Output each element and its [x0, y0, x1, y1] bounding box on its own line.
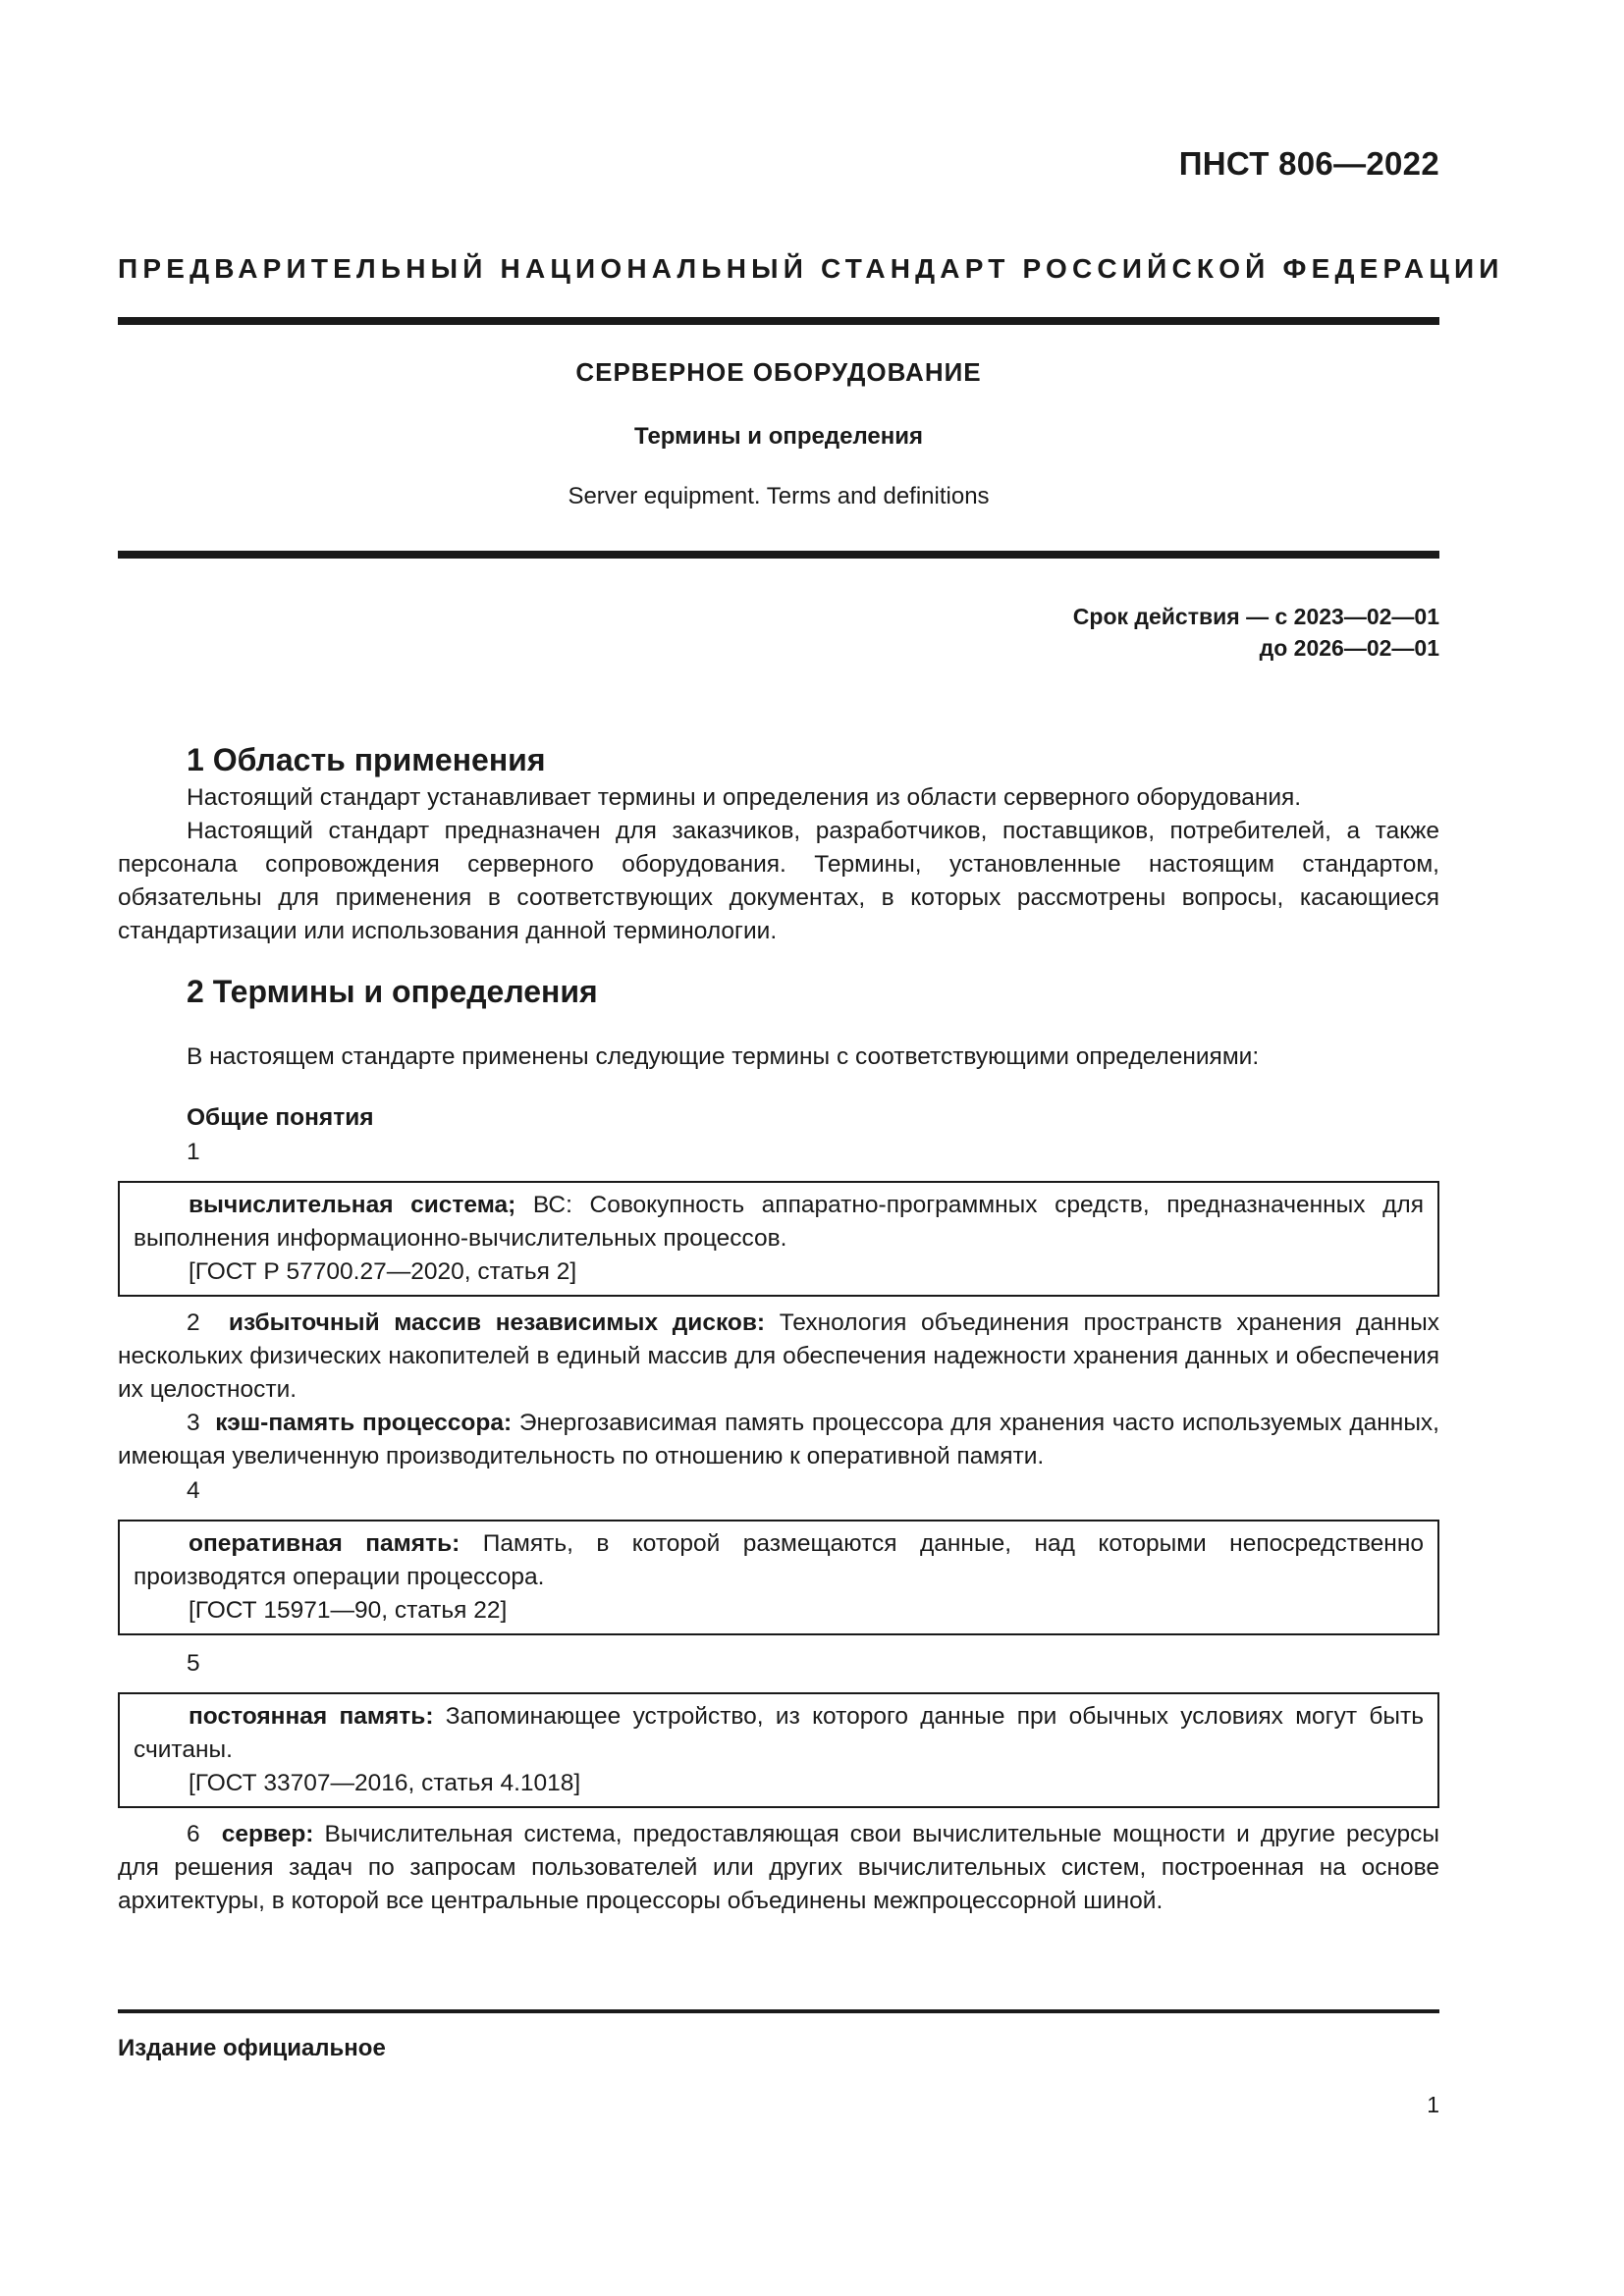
- document-title: СЕРВЕРНОЕ ОБОРУДОВАНИЕ: [575, 357, 982, 387]
- term-3-number: 3: [187, 1410, 200, 1436]
- term-5-number: 5: [187, 1650, 200, 1677]
- section-2-intro: В настоящем стандарте применены следующие термины с соответствующими определениями:: [187, 1043, 1260, 1070]
- term-1-box: [118, 1181, 1439, 1297]
- term-1-definition: [134, 1189, 1424, 1255]
- term-4-name: оперативная память:: [189, 1530, 460, 1557]
- subsection-heading: Общие понятия: [187, 1104, 374, 1131]
- term-6: [118, 1818, 1439, 1918]
- validity-end: до 2026—02—01: [1259, 635, 1439, 661]
- section-1-heading: 1 Область применения: [187, 742, 546, 777]
- term-1-number: 1: [187, 1139, 200, 1165]
- top-divider: [118, 317, 1439, 325]
- term-6-number: 6: [187, 1821, 200, 1847]
- term-2-name: избыточный массив независимых дисков:: [228, 1309, 766, 1336]
- term-3-text: Энергозависимая память процессора для хранения часто используемых данных, имеющая увеличенную производительность по отношению к оперативной памяти.: [118, 1410, 1439, 1469]
- term-4-text: Память, в которой размещаются данные, над которыми непосредственно производятся операции процессора.: [134, 1530, 1424, 1590]
- term-1-text: Совокупность аппаратно-программных средств, предназначенных для выполнения информационно-вычислительных процессов.: [134, 1192, 1424, 1252]
- page-number: 1: [1427, 2092, 1439, 2117]
- title-divider: [118, 551, 1439, 559]
- term-5-name: постоянная память:: [189, 1703, 434, 1730]
- document-body: [118, 738, 1439, 1918]
- term-5-text: Запоминающее устройство, из которого данные при обычных условиях могут быть считаны.: [134, 1703, 1424, 1763]
- edition-label: Издание официальное: [118, 2035, 386, 2061]
- document-number: ПНСТ 806—2022: [1178, 145, 1439, 182]
- document-page: [118, 0, 1504, 2296]
- term-5-definition: [134, 1700, 1424, 1767]
- term-1-abbreviation: ВС:: [515, 1192, 572, 1218]
- section-1-paragraph-1: Настоящий стандарт устанавливает термины и определения из области серверного оборудования.: [187, 784, 1302, 811]
- footer-divider: [118, 2009, 1439, 2013]
- term-5-box: [118, 1692, 1439, 1808]
- term-3: [118, 1407, 1439, 1473]
- term-3-name: кэш-память процессора:: [215, 1410, 513, 1436]
- document-type: ПРЕДВАРИТЕЛЬНЫЙ НАЦИОНАЛЬНЫЙ СТАНДАРТ РОССИЙСКОЙ ФЕДЕРАЦИИ: [118, 253, 1504, 284]
- term-6-name: сервер:: [221, 1821, 314, 1847]
- term-1-source: [ГОСТ Р 57700.27—2020, статья 2]: [189, 1258, 577, 1285]
- document-subtitle: Термины и определения: [633, 423, 924, 450]
- term-4-source: [ГОСТ 15971—90, статья 22]: [189, 1597, 508, 1624]
- term-4-number: 4: [187, 1477, 200, 1504]
- term-2-number: 2: [187, 1309, 200, 1336]
- section-2-heading: 2 Термины и определения: [187, 974, 598, 1009]
- term-2: [118, 1307, 1439, 1407]
- section-1-paragraph-2: Настоящий стандарт предназначен для заказчиков, разработчиков, поставщиков, потребителей, а также персонала сопровождения серверного оборудования. Термины, установленные настоящим стандартом, обязательны для применения в соответствующих документах, в которых рассмотрены вопросы, касающиеся стандартизации или использования данной терминологии.: [118, 818, 1439, 944]
- term-5-source: [ГОСТ 33707—2016, статья 4.1018]: [189, 1770, 581, 1796]
- term-4-definition: [134, 1527, 1424, 1594]
- document-title-english: Server equipment. Terms and definitions: [568, 483, 990, 509]
- term-4-box: [118, 1520, 1439, 1635]
- term-1-name: вычислительная система;: [189, 1192, 516, 1218]
- validity-start: Срок действия — с 2023—02—01: [1072, 604, 1439, 629]
- term-6-text: Вычислительная система, предоставляющая свои вычислительные мощности и другие ресурсы для решения задач по запросам пользователей или других вычислительных систем, построенная на основе архитектуры, в которой все центральные процессоры объединены межпроцессорной шиной.: [118, 1821, 1439, 1914]
- term-2-text: Технология объединения пространств хранения данных нескольких физических накопителей в единый массив для обеспечения надежности хранения данных и обеспечения их целостности.: [118, 1309, 1439, 1403]
- validity-period: [1073, 601, 1439, 664]
